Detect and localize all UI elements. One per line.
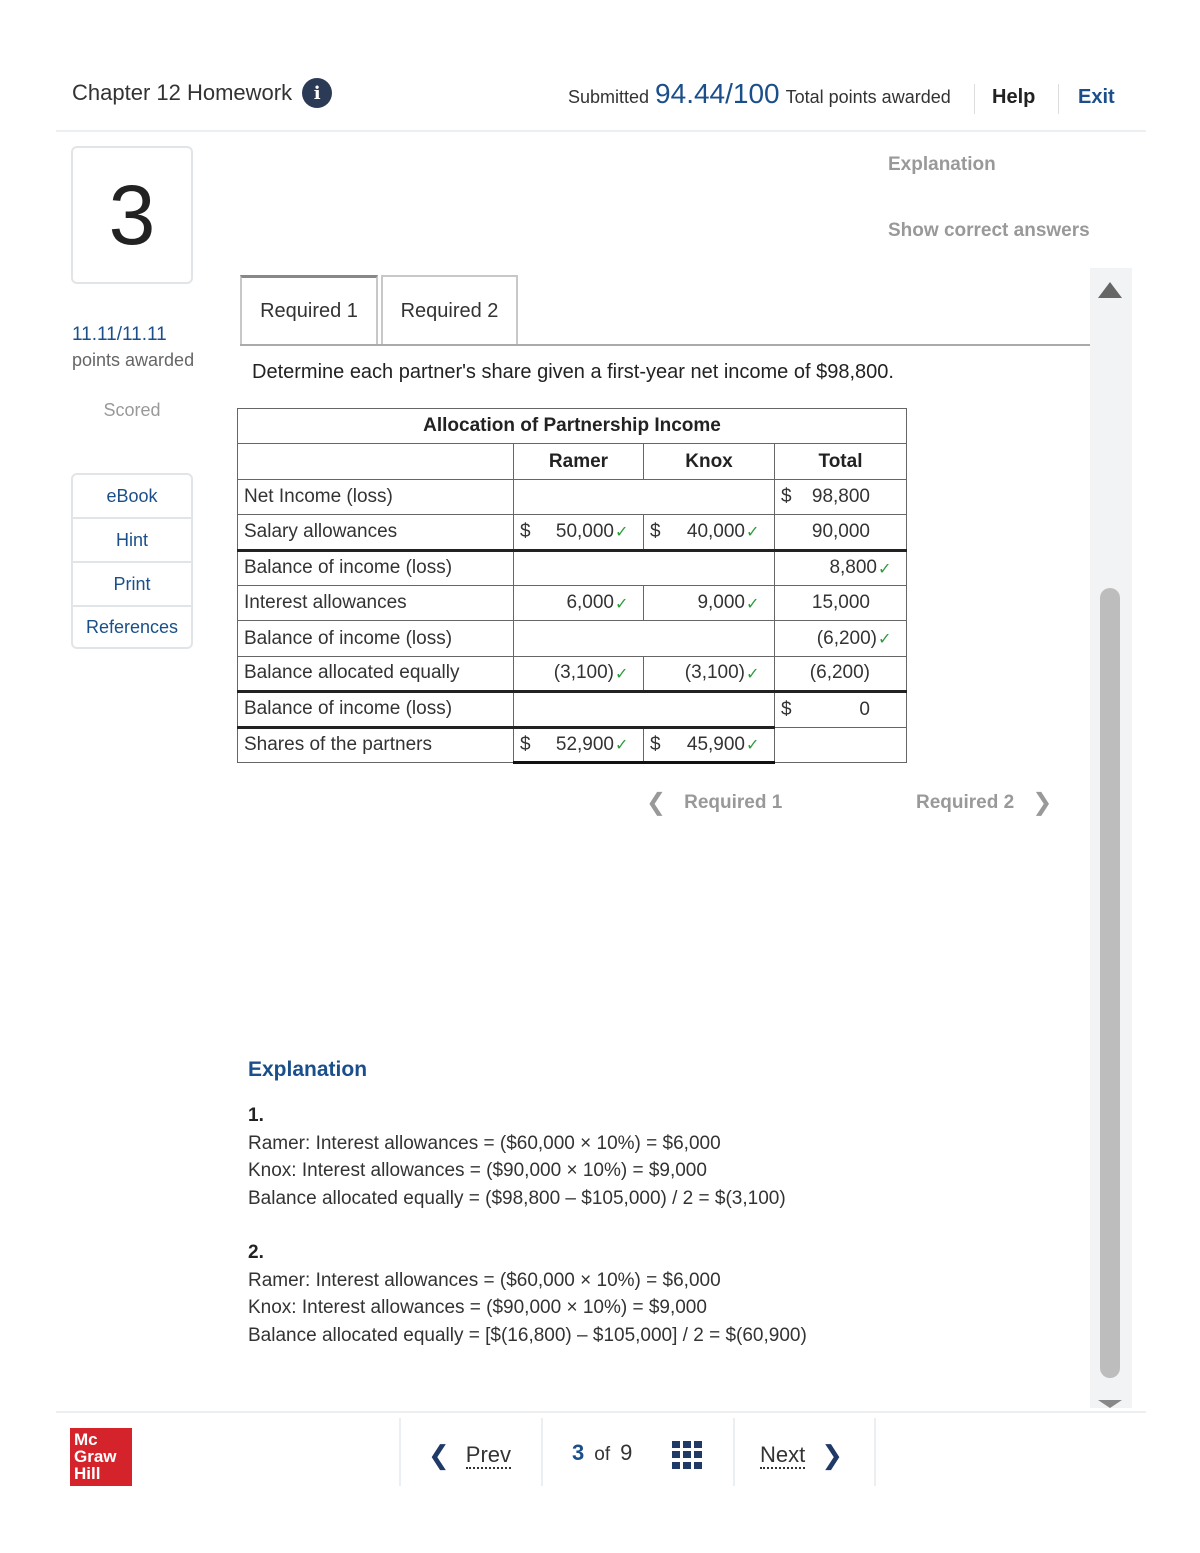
question-grid-icon[interactable] <box>672 1441 702 1469</box>
logo-line: Mc <box>74 1430 98 1449</box>
question-tools <box>71 473 193 649</box>
total-cell <box>775 692 907 727</box>
table-title: Allocation of Partnership Income <box>238 409 907 444</box>
question-pager <box>572 1440 632 1466</box>
ramer-value: (3,100) <box>553 662 614 684</box>
check-icon: ✓ <box>746 593 760 613</box>
header-rule <box>56 130 1146 132</box>
table-row <box>238 479 907 514</box>
ramer-value: 52,900 <box>555 733 614 755</box>
explanation-heading: Explanation <box>248 1058 368 1081</box>
table-header-row <box>238 444 907 479</box>
print-button[interactable]: Print <box>73 563 191 607</box>
scrollbar-thumb[interactable] <box>1100 588 1120 1378</box>
check-icon: ✓ <box>746 735 760 755</box>
points-awarded-value: 11.11/11.11 <box>72 324 167 345</box>
current-question: 3 <box>572 1440 585 1465</box>
knox-value: 40,000 <box>686 520 745 542</box>
required-next-label: Required 2 <box>916 791 1015 813</box>
mcgraw-hill-logo <box>70 1428 132 1486</box>
allocation-table <box>237 408 907 764</box>
knox-cell-empty <box>644 692 775 727</box>
prev-question-button[interactable] <box>428 1440 511 1471</box>
ramer-input[interactable] <box>514 585 644 620</box>
row-label: Balance of income (loss) <box>238 621 514 656</box>
required-prev-label: Required 1 <box>684 791 783 813</box>
total-cell <box>775 656 907 691</box>
check-icon: ✓ <box>615 735 629 755</box>
explanation-part-number: 2. <box>248 1242 264 1263</box>
tab-required-2[interactable]: Required 2 <box>381 275 518 345</box>
scored-status: Scored <box>103 400 161 420</box>
table-row <box>238 585 907 620</box>
exit-link[interactable]: Exit <box>1078 86 1115 108</box>
table-row <box>238 692 907 727</box>
check-icon: ✓ <box>878 558 892 578</box>
total-value: 15,000 <box>811 592 870 614</box>
tab-required-1[interactable]: Required 1 <box>240 275 378 345</box>
total-cell <box>775 479 907 514</box>
table-row <box>238 727 907 762</box>
dollar-sign: $ <box>781 698 792 720</box>
tab-rule <box>240 344 1090 346</box>
ebook-button[interactable]: eBook <box>73 475 191 519</box>
ramer-input[interactable] <box>514 656 644 691</box>
ramer-cell-empty <box>514 621 644 656</box>
total-cell <box>775 515 907 550</box>
ramer-value: 6,000 <box>566 592 614 614</box>
ramer-cell-empty <box>514 479 644 514</box>
total-questions: 9 <box>620 1440 633 1465</box>
info-icon[interactable]: i <box>302 78 332 108</box>
next-question-button[interactable] <box>760 1440 843 1471</box>
row-label: Balance allocated equally <box>238 656 514 691</box>
chevron-right-icon: ❯ <box>821 1440 844 1470</box>
question-prompt: Determine each partner's share given a first-year net income of $98,800. <box>252 361 894 383</box>
footer-divider <box>541 1418 543 1486</box>
knox-input[interactable] <box>644 585 775 620</box>
references-button[interactable]: References <box>85 616 179 637</box>
total-value: 8,800 <box>829 557 877 579</box>
prev-label: Prev <box>465 1441 512 1467</box>
header-divider <box>1058 84 1059 114</box>
footer-divider <box>874 1418 876 1486</box>
knox-cell-empty <box>644 550 775 585</box>
explanation-line: Ramer: Interest allowances = ($60,000 × 10%) = $6,000 <box>248 1132 721 1154</box>
knox-value: (3,100) <box>684 662 745 684</box>
logo-line: Hill <box>74 1464 101 1483</box>
header-ramer: Ramer <box>514 444 644 479</box>
ramer-cell-empty <box>514 692 644 727</box>
explanation-line: Balance allocated equally = [$(16,800) – $105,000] / 2 = $(60,900) <box>248 1324 807 1346</box>
knox-input[interactable] <box>644 727 775 762</box>
knox-input[interactable] <box>644 656 775 691</box>
table-row <box>238 515 907 550</box>
check-icon: ✓ <box>615 522 629 542</box>
footer-rule <box>56 1411 1146 1413</box>
header-knox: Knox <box>644 444 775 479</box>
total-input[interactable] <box>775 550 907 585</box>
header-total: Total <box>775 444 907 479</box>
dollar-sign: $ <box>781 485 792 507</box>
header-blank-cell <box>238 444 514 479</box>
row-label: Balance of income (loss) <box>238 550 514 585</box>
explanation-line: Knox: Interest allowances = ($90,000 × 10%) = $9,000 <box>248 1297 707 1318</box>
dollar-sign: $ <box>650 520 661 542</box>
assignment-title-text: Chapter 12 Homework <box>72 80 293 105</box>
ramer-cell-empty <box>514 550 644 585</box>
of-label: of <box>594 1444 611 1465</box>
dollar-sign: $ <box>520 520 531 542</box>
score-summary <box>568 78 951 110</box>
total-value: 98,800 <box>811 485 870 507</box>
submitted-label: Submitted <box>568 87 650 107</box>
scroll-down-arrow-icon[interactable] <box>1098 1400 1122 1408</box>
table-title-row <box>238 409 907 444</box>
footer-divider <box>399 1418 401 1486</box>
knox-input[interactable] <box>644 515 775 550</box>
chevron-left-icon: ❮ <box>646 789 667 816</box>
help-link[interactable]: Help <box>992 86 1036 108</box>
explanation-line: Balance allocated equally = ($98,800 – $105,000) / 2 = $(3,100) <box>248 1187 786 1209</box>
ramer-value: 50,000 <box>555 520 614 542</box>
explanation-part-number: 1. <box>248 1105 264 1126</box>
total-cell-empty <box>775 727 907 762</box>
show-correct-answers-link[interactable]: Show correct answers <box>888 220 1090 241</box>
explanation-link[interactable]: Explanation <box>888 154 996 175</box>
check-icon: ✓ <box>615 663 629 683</box>
next-label: Next <box>760 1441 806 1467</box>
dollar-sign: $ <box>650 733 661 755</box>
knox-cell-empty <box>644 621 775 656</box>
footer-divider <box>733 1418 735 1486</box>
dollar-sign: $ <box>520 733 531 755</box>
required-next-button[interactable] <box>916 788 1052 817</box>
explanation-part-1 <box>248 1102 786 1212</box>
row-label: Interest allowances <box>238 585 514 620</box>
scroll-up-arrow-icon[interactable] <box>1098 282 1122 298</box>
total-value: 90,000 <box>811 520 870 542</box>
assignment-title <box>72 78 332 108</box>
points-awarded-label: points awarded <box>72 350 195 370</box>
question-number: 3 <box>71 146 193 284</box>
header-divider <box>974 84 975 114</box>
table-row <box>238 656 907 691</box>
row-label: Shares of the partners <box>238 727 514 762</box>
table-row <box>238 550 907 585</box>
check-icon: ✓ <box>878 629 892 649</box>
required-prev-button[interactable] <box>646 788 782 817</box>
explanation-part-2 <box>248 1239 807 1349</box>
explanation-line: Ramer: Interest allowances = ($60,000 × 10%) = $6,000 <box>248 1269 721 1291</box>
check-icon: ✓ <box>615 593 629 613</box>
check-icon: ✓ <box>746 663 760 683</box>
total-value: (6,200) <box>816 627 877 649</box>
chevron-left-icon: ❮ <box>428 1440 450 1470</box>
ramer-input[interactable] <box>514 727 644 762</box>
total-points-label: Total points awarded <box>785 87 951 107</box>
hint-button[interactable]: Hint <box>73 519 191 563</box>
row-label: Net Income (loss) <box>238 479 514 514</box>
knox-cell-empty <box>644 479 775 514</box>
chevron-right-icon: ❯ <box>1032 789 1053 816</box>
total-cell <box>775 585 907 620</box>
total-value: (6,200) <box>809 662 870 684</box>
explanation-line: Knox: Interest allowances = ($90,000 × 10%) = $9,000 <box>248 1160 707 1181</box>
total-score: 94.44/100 <box>655 78 780 109</box>
logo-line: Graw <box>74 1447 117 1466</box>
total-input[interactable] <box>775 621 907 656</box>
knox-value: 9,000 <box>697 592 745 614</box>
row-label: Salary allowances <box>238 515 514 550</box>
row-label: Balance of income (loss) <box>238 692 514 727</box>
ramer-input[interactable] <box>514 515 644 550</box>
table-row <box>238 621 907 656</box>
check-icon: ✓ <box>746 522 760 542</box>
knox-value: 45,900 <box>686 733 745 755</box>
total-value: 0 <box>859 698 870 720</box>
